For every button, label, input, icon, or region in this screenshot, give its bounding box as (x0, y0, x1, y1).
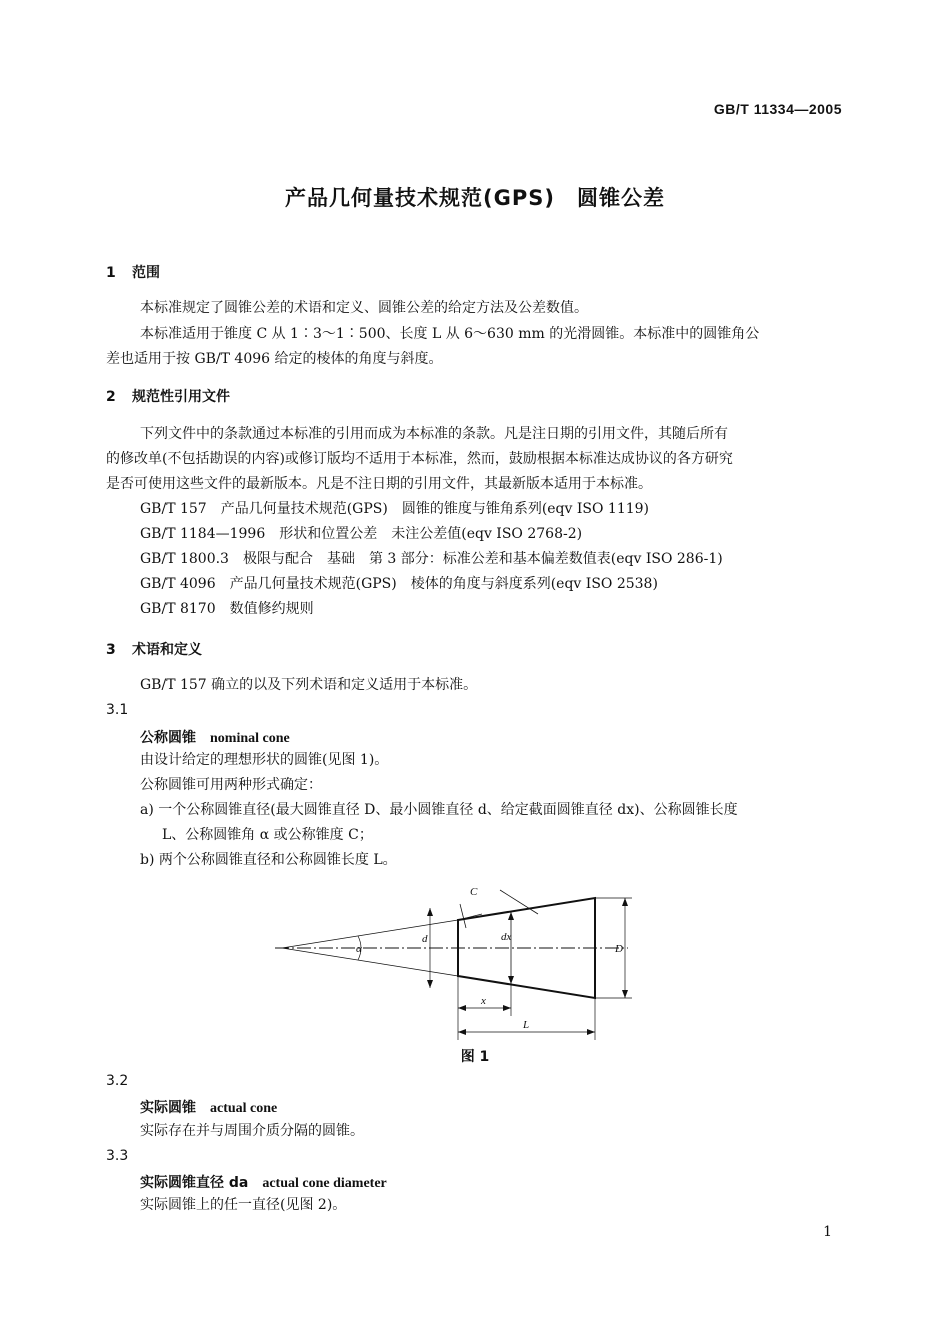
arrowhead (427, 908, 433, 916)
section-number: 2 (106, 389, 116, 405)
apex-line-bottom (282, 948, 458, 976)
paragraph: GB/T 157 确立的以及下列术语和定义适用于本标准。 (140, 677, 478, 693)
term-cn: 实际圆锥直径 da (140, 1175, 249, 1191)
label-L: L (523, 1019, 530, 1031)
section-2-heading (106, 386, 230, 406)
section-number: 3 (106, 642, 116, 658)
subsection-number: 3.3 (106, 1148, 129, 1164)
paragraph: 本标准适用于锥度 C 从 1∶3～1∶500、长度 L 从 6～630 mm 的光滑圆锥。本标准中的圆锥角公 (140, 326, 760, 342)
figure-1-cone-diagram (270, 880, 640, 1045)
arrowhead (508, 976, 514, 984)
term-cn: 实际圆锥 (140, 1100, 196, 1116)
definition: 由设计给定的理想形状的圆锥(见图 1)。 (140, 752, 389, 768)
subsection-number: 3.2 (106, 1073, 129, 1089)
page-number: 1 (823, 1224, 832, 1240)
paragraph: 下列文件中的条款通过本标准的引用而成为本标准的条款。凡是注日期的引用文件，其随后所有 (140, 426, 728, 442)
subsection-number: 3.1 (106, 702, 129, 718)
arrowhead (503, 1005, 511, 1011)
section-title: 术语和定义 (132, 642, 202, 658)
section-1-heading (106, 262, 160, 282)
reference-item: GB/T 157 产品几何量技术规范(GPS) 圆锥的锥度与锥角系列(eqv ISO 1119) (140, 501, 650, 517)
reference-item: GB/T 1800.3 极限与配合 基础 第 3 部分：标准公差和基本偏差数值表(eqv ISO 286-1) (140, 551, 723, 567)
list-item-b: b) 两个公称圆锥直径和公称圆锥长度 L。 (140, 852, 397, 868)
term-heading (140, 1097, 277, 1117)
arrowhead (458, 1005, 466, 1011)
figure-caption: 图 1 (460, 1049, 490, 1065)
term-heading (140, 1172, 387, 1192)
list-item-a: a) 一个公称圆锥直径(最大圆锥直径 D、最小圆锥直径 d、给定截面圆锥直径 dx)、公称圆锥长度 (140, 802, 738, 818)
arrowhead (508, 912, 514, 920)
list-item-a-cont: L、公称圆锥角 α 或公称锥度 C； (162, 827, 373, 843)
paragraph: 本标准规定了圆锥公差的术语和定义、圆锥公差的给定方法及公差数值。 (140, 300, 588, 316)
section-3-heading (106, 639, 202, 659)
section-title: 范围 (132, 265, 160, 281)
label-D: D (615, 943, 623, 955)
term-en: nominal cone (210, 731, 290, 746)
arrowhead (458, 1029, 466, 1035)
paragraph: 的修改单(不包括勘误的内容)或修订版均不适用于本标准，然而，鼓励根据本标准达成协议的各方研究 (106, 451, 733, 467)
definition: 实际圆锥上的任一直径(见图 2)。 (140, 1197, 347, 1213)
section-title: 规范性引用文件 (132, 389, 230, 405)
taper-c-leader-2 (460, 904, 466, 928)
label-x: x (481, 995, 486, 1007)
paragraph: 是否可使用这些文件的最新版本。凡是不注日期的引用文件，其最新版本适用于本标准。 (106, 476, 652, 492)
label-C: C (470, 886, 478, 898)
arrowhead (587, 1029, 595, 1035)
document-code: GB/T 11334—2005 (713, 101, 842, 117)
apex-line-top (282, 920, 458, 948)
arrowhead (622, 990, 628, 998)
paragraph: 差也适用于按 GB/T 4096 给定的棱体的角度与斜度。 (106, 351, 443, 367)
term-heading (140, 727, 290, 747)
term-en: actual cone (210, 1101, 278, 1116)
reference-item: GB/T 8170 数值修约规则 (140, 601, 314, 617)
paragraph: 公称圆锥可用两种形式确定： (140, 777, 322, 793)
section-number: 1 (106, 265, 116, 281)
definition: 实际存在并与周围介质分隔的圆锥。 (140, 1123, 364, 1139)
term-cn: 公称圆锥 (140, 730, 196, 746)
arrowhead (427, 980, 433, 988)
label-d: d (422, 933, 428, 945)
term-en: actual cone diameter (262, 1176, 387, 1191)
label-alpha: α (356, 943, 362, 955)
page-title: 产品几何量技术规范(GPS) 圆锥公差 (285, 186, 665, 210)
arrowhead (622, 898, 628, 906)
reference-item: GB/T 1184—1996 形状和位置公差 未注公差值(eqv ISO 2768-2) (140, 526, 583, 542)
label-dx: dx (501, 931, 512, 943)
reference-item: GB/T 4096 产品几何量技术规范(GPS) 棱体的角度与斜度系列(eqv ISO 2538) (140, 576, 658, 592)
